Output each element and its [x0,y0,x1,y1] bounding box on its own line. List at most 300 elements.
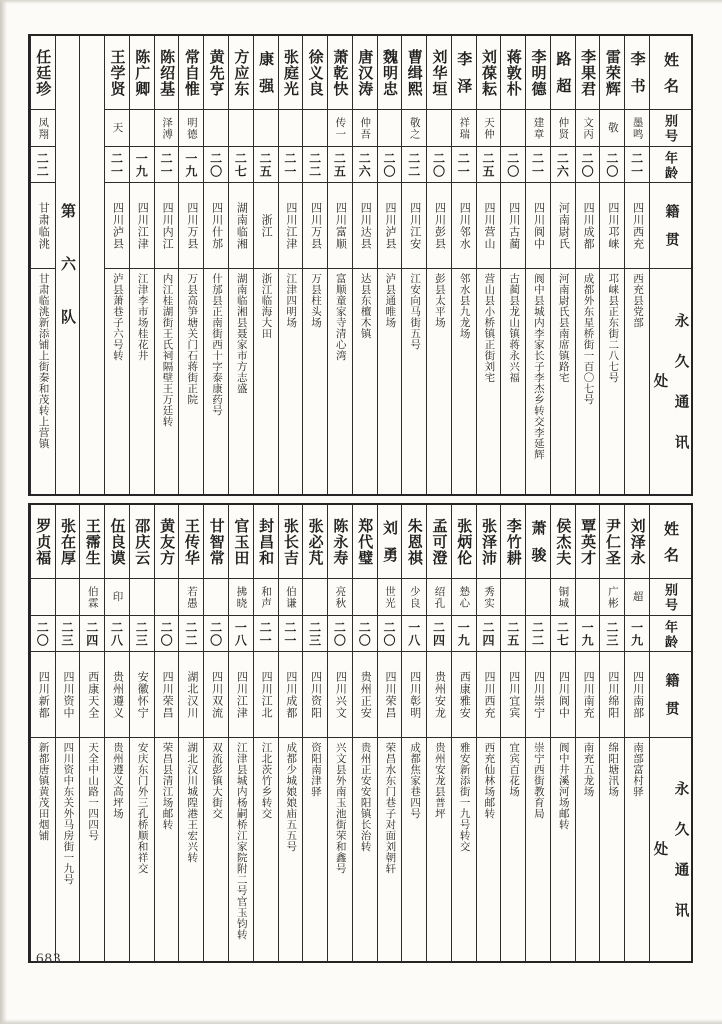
address-cell [279,738,303,961]
origin-cell [279,183,303,269]
name-text: 王学贤 [108,48,125,97]
name-text: 黄先亨 [207,48,224,97]
address-cell [254,738,278,961]
name-cell [551,36,575,110]
name-text: 李果君 [579,48,596,97]
squad-label: 第六队 [59,202,75,362]
hao-text: 若愚 [185,585,197,609]
address-cell [625,269,649,494]
person-column [79,505,104,961]
age-cell [254,616,278,652]
age-cell [204,147,228,183]
age-text: 二一 [109,151,124,178]
origin-text: 四川内江 [161,201,174,250]
name-cell [155,36,179,110]
age-cell [452,147,476,183]
origin-cell [551,183,575,269]
age-cell [179,147,203,183]
address-cell [353,738,377,961]
name-text: 邵庆云 [133,517,150,566]
origin-text: 四川西充 [631,201,644,250]
age-text: 二〇 [208,620,223,647]
person-column [178,36,203,494]
name-text: 张泽沛 [480,517,497,566]
age-text: 二〇 [35,620,50,647]
hao-cell [402,110,426,147]
origin-cell [279,652,303,738]
origin-cell [402,183,426,269]
hao-cell [600,110,624,147]
origin-text: 四川双流 [210,670,223,719]
hao-cell [452,110,476,147]
name-cell [254,505,278,579]
address-text: 泸县萧巷子六号转 [111,273,123,361]
person-column [302,36,327,494]
name-cell [600,505,624,579]
address-text: 江北茨竹乡转交 [260,742,272,819]
name-cell [452,505,476,579]
hao-cell [625,579,649,616]
hao-cell [254,579,278,616]
age-text: 二〇 [604,151,619,178]
name-cell [526,505,550,579]
origin-text: 四川崇宁 [532,670,545,719]
address-text: 河南尉氏县南席镇路宅 [557,273,569,383]
address-cell [600,269,624,494]
origin-text: 四川彰明 [408,670,421,719]
origin-cell [600,652,624,738]
address-cell [254,269,278,494]
address-cell [600,738,624,961]
hao-cell [303,579,327,616]
name-cell [328,505,352,579]
age-text: 二五 [258,151,273,178]
hao-text: 建章 [532,116,544,140]
hao-text: 广彬 [606,585,618,609]
name-cell [477,505,501,579]
hao-text: 墨鸣 [631,116,643,140]
age-text: 二〇 [580,151,595,178]
name-cell [254,36,278,110]
age-text: 一九 [134,151,149,178]
address-cell [427,738,451,961]
hao-text: 亮秋 [334,585,346,609]
age-cell [254,147,278,183]
hao-text: 仲吾 [359,116,371,140]
name-text: 曹缉熙 [405,48,422,97]
age-cell [551,147,575,183]
address-text: 湖北汉川城隍港王宏兴转 [186,742,198,863]
person-column [500,36,525,494]
origin-text: 四川万县 [185,201,198,250]
row-header-hao: 别号 [663,114,678,144]
hao-text: 伯霖 [86,585,98,609]
hao-text: 少良 [408,585,420,609]
name-cell [80,505,104,579]
name-cell [204,36,228,110]
scan-artifact-left [0,0,7,1024]
name-cell [155,505,179,579]
age-text: 一八 [406,620,421,647]
origin-text: 安徽怀宁 [136,670,149,719]
address-cell [105,269,129,494]
origin-text: 四川什邡 [210,201,223,250]
row-header-address: 永久通讯处 [651,780,689,943]
age-cell [452,616,476,652]
hao-text: 秀实 [483,585,495,609]
age-text: 二一 [282,620,297,647]
origin-cell [526,183,550,269]
hao-cell [31,579,55,616]
origin-cell [303,652,327,738]
origin-cell [353,652,377,738]
age-cell [80,616,104,652]
origin-cell [155,183,179,269]
person-column [451,505,476,961]
age-text: 二八 [109,620,124,647]
name-text: 方应东 [232,48,249,97]
person-column [352,505,377,961]
age-text: 二一 [159,151,174,178]
origin-cell [625,183,649,269]
name-text: 刘勇 [380,520,397,574]
name-text: 王霈生 [83,517,100,566]
name-cell [105,505,129,579]
hao-text: 绍孔 [433,585,445,609]
hao-cell [130,579,154,616]
age-text: 二六 [555,151,570,178]
origin-cell [477,183,501,269]
address-text: 荣昌水东门巷子对面刘朝轩 [384,742,396,874]
origin-cell [402,652,426,738]
age-text: 二二 [406,151,421,178]
roster-columns-top [30,36,649,494]
hao-cell [179,110,203,147]
address-text: 浙江临海大田 [260,273,272,339]
person-column [575,36,600,494]
address-text: 邛崃县正东街二八七号 [607,273,619,383]
name-cell [204,505,228,579]
address-cell [625,738,649,961]
address-text: 江津李市场桂花井 [136,273,148,361]
person-column [154,36,179,494]
name-cell [303,36,327,110]
age-text: 二一 [258,620,273,647]
origin-cell [31,652,55,738]
name-text: 路超 [554,51,571,105]
origin-text: 四川江安 [408,201,421,250]
name-cell [130,36,154,110]
age-cell [600,616,624,652]
age-cell [576,147,600,183]
age-cell [229,616,253,652]
age-cell [625,616,649,652]
origin-cell [204,183,228,269]
age-text: 二一 [282,151,297,178]
row-header-column [649,36,691,494]
hao-text: 天仲 [483,116,495,140]
hao-text: 超 [631,591,643,603]
person-column [599,505,624,961]
address-text: 富顺童家寺清心湾 [334,273,346,361]
origin-cell [353,183,377,269]
origin-text: 湖北汉川 [185,670,198,719]
person-column [525,36,550,494]
hao-cell [427,579,451,616]
person-column [426,36,451,494]
hao-cell [625,110,649,147]
name-text: 魏明忠 [380,48,397,97]
hao-text: 祥瑞 [458,116,470,140]
person-column [253,505,278,961]
person-column [599,36,624,494]
address-cell [427,269,451,494]
name-text: 尹仁圣 [603,517,620,566]
age-cell [353,616,377,652]
person-column [228,36,253,494]
hao-text: 传一 [334,116,346,140]
origin-cell [105,652,129,738]
address-text: 安庆东门外三孔桥顺和祥交 [136,742,148,874]
address-text: 资阳南津驿 [310,742,322,797]
row-header-column [649,505,691,961]
hao-cell [229,110,253,147]
name-text: 王传华 [182,517,199,566]
hao-cell [105,110,129,147]
hao-cell [105,579,129,616]
address-text: 阆中县城内李家长子李杰乡转交李延辉 [532,273,544,460]
age-cell [625,147,649,183]
address-text: 四川资中东关外马房街一九号 [62,742,74,885]
address-cell [179,269,203,494]
origin-cell [155,652,179,738]
name-text: 李泽 [455,51,472,105]
age-cell [328,616,352,652]
person-column [476,505,501,961]
name-text: 唐汉涛 [356,48,373,97]
hao-cell [576,110,600,147]
address-text: 贵州遵义高坪场 [111,742,123,819]
hao-cell [155,579,179,616]
origin-text: 四川阆中 [557,670,570,719]
hao-text: 文丙 [582,116,594,140]
name-cell [229,505,253,579]
hao-cell [551,110,575,147]
name-cell [130,505,154,579]
name-cell [576,505,600,579]
hao-cell [551,579,575,616]
age-cell [600,147,624,183]
origin-text: 四川成都 [582,201,595,250]
hao-cell [204,110,228,147]
origin-text: 四川绵阳 [606,670,619,719]
person-column [302,505,327,961]
origin-text: 四川江津 [136,201,149,250]
roster-table-bottom [28,503,693,963]
name-text: 黄友方 [158,517,175,566]
name-cell [452,36,476,110]
age-text: 一九 [629,620,644,647]
origin-text: 西康雅安 [458,670,471,719]
address-text: 江津四明场 [285,273,297,328]
address-text: 邻水县九龙场 [458,273,470,339]
address-text: 阆中井溪河场邮转 [557,742,569,830]
address-text: 江安向马街五号 [409,273,421,350]
name-text: 张必芃 [306,517,323,566]
name-text: 罗贞福 [34,517,51,566]
hao-cell [279,110,303,147]
origin-cell [551,652,575,738]
age-text: 二〇 [357,620,372,647]
name-text: 陈永寿 [331,517,348,566]
address-text: 万县柱头场 [310,273,322,328]
name-cell [179,505,203,579]
hao-cell [279,579,303,616]
person-column [451,36,476,494]
hao-cell [477,110,501,147]
hao-cell [576,579,600,616]
hao-cell [501,579,525,616]
origin-text: 四川富顺 [334,201,347,250]
address-cell [477,269,501,494]
hao-cell [80,579,104,616]
address-text: 成都少城娘娘庙五五号 [285,742,297,852]
age-text: 二〇 [431,151,446,178]
name-text: 朱恩祺 [405,517,422,566]
origin-text: 河南尉氏 [557,201,570,250]
origin-cell [31,183,55,269]
name-cell [328,36,352,110]
person-column [253,36,278,494]
address-text: 达县东檀木镇 [359,273,371,339]
address-text: 宜宾百花场 [508,742,520,797]
person-column [228,505,253,961]
name-text: 孟可澄 [430,517,447,566]
age-cell [303,147,327,183]
name-text: 张庭光 [281,48,298,97]
person-column [377,505,402,961]
person-column [129,505,154,961]
squad-label-column [55,36,80,494]
name-text: 张在厚 [59,517,75,566]
hao-text: 慹心 [458,585,470,609]
person-column [55,505,80,961]
address-text: 崇宁西街教育局 [532,742,544,819]
hao-text: 泽溥 [161,116,173,140]
address-cell [303,269,327,494]
origin-cell [378,652,402,738]
origin-text: 四川万县 [309,201,322,250]
name-text: 刘华垣 [430,48,447,97]
address-cell [130,738,154,961]
age-text: 二四 [431,620,446,647]
person-column [624,36,649,494]
age-text: 二七 [233,151,248,178]
name-cell [56,505,80,579]
origin-cell [427,652,451,738]
age-cell [378,616,402,652]
roster-columns-bottom [30,505,649,961]
name-text: 侯杰夫 [554,517,571,566]
origin-text: 四川阆中 [532,201,545,250]
name-cell [526,36,550,110]
hao-cell [526,579,550,616]
age-cell [477,616,501,652]
hao-text: 敬之 [408,116,420,140]
name-text: 陈绍基 [158,48,175,97]
address-cell [551,738,575,961]
age-text: 二三 [60,620,74,647]
hao-cell [155,110,179,147]
age-cell [551,616,575,652]
age-cell [105,147,129,183]
age-text: 一九 [456,620,471,647]
age-text: 二三 [134,620,149,647]
address-cell [452,738,476,961]
name-text: 李书 [628,51,645,105]
age-text: 一九 [580,620,595,647]
origin-cell [576,652,600,738]
age-text: 二三 [307,620,322,647]
name-text: 覃英才 [579,517,596,566]
address-text: 内江桂湖街王氏祠隔壁王万廷转 [161,273,173,427]
person-column [129,36,154,494]
name-text: 刘葆耘 [480,48,497,97]
name-cell [31,505,55,579]
hao-text: 伯谦 [284,585,296,609]
origin-cell [229,652,253,738]
age-cell [303,616,327,652]
address-text: 双流彭镇大街交 [210,742,222,819]
hao-cell [378,579,402,616]
row-header-origin: 籍贯 [663,673,679,729]
name-text: 李竹耕 [504,517,521,566]
row-header-age: 年龄 [663,619,678,650]
origin-cell [378,183,402,269]
person-column [327,36,352,494]
origin-cell [229,183,253,269]
name-text: 雷荣辉 [603,48,620,97]
origin-text: 四川南部 [631,670,644,719]
hao-cell [31,110,55,147]
address-text: 西充仙林场邮转 [483,742,495,819]
age-text: 二〇 [159,620,174,647]
age-cell [427,616,451,652]
age-text: 二二 [35,151,50,178]
address-cell [402,269,426,494]
address-text: 万县高笋塘关门石蒋街正院 [186,273,198,405]
age-cell [328,147,352,183]
address-cell [576,738,600,961]
age-text: 二四 [84,620,99,647]
address-cell [31,269,55,494]
scan-artifact-top [0,0,722,4]
address-cell [31,738,55,961]
origin-cell [501,652,525,738]
person-column [30,505,55,961]
person-column [104,36,129,494]
age-text: 二一 [530,151,545,178]
age-text: 二一 [629,151,644,178]
name-cell [551,505,575,579]
age-cell [353,147,377,183]
origin-text: 四川西充 [483,670,496,719]
person-column [550,36,575,494]
address-cell [501,269,525,494]
address-cell [378,269,402,494]
hao-cell [56,579,80,616]
person-column [203,505,228,961]
